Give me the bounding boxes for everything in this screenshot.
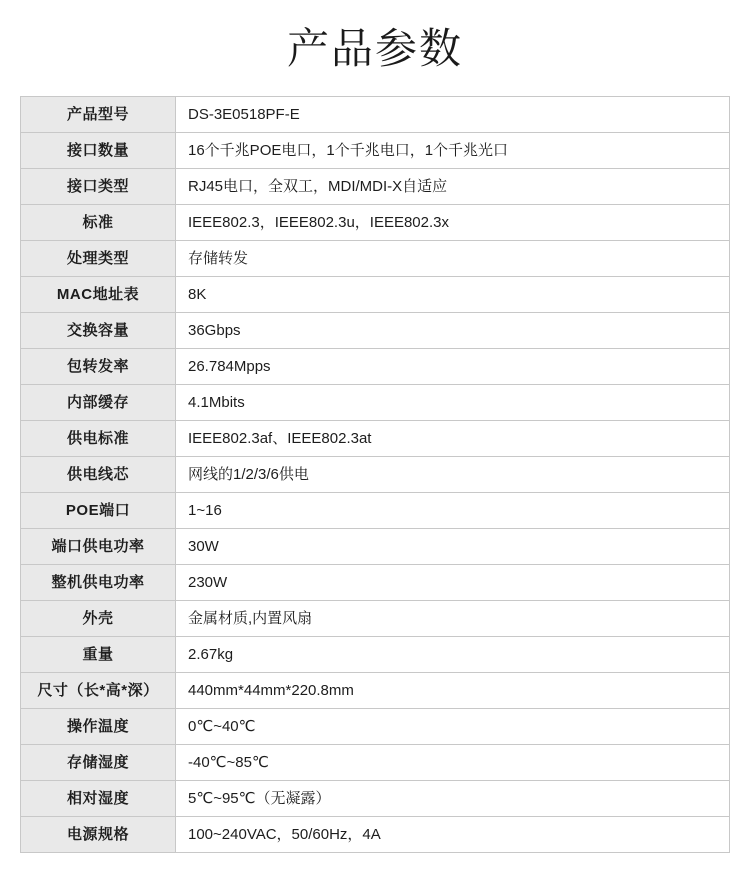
table-row [21,385,730,421]
spec-value: -40℃~85℃ [176,745,730,781]
spec-table-body [21,97,730,853]
spec-value: 0℃~40℃ [176,709,730,745]
spec-label: 供电线芯 [21,457,176,493]
spec-label: 存储湿度 [21,745,176,781]
table-row [21,277,730,313]
table-row [21,601,730,637]
spec-label: POE端口 [21,493,176,529]
spec-value: 440mm*44mm*220.8mm [176,673,730,709]
table-row [21,349,730,385]
spec-label: 外壳 [21,601,176,637]
table-row [21,529,730,565]
table-row [21,709,730,745]
table-row [21,169,730,205]
table-row [21,781,730,817]
spec-label: 内部缓存 [21,385,176,421]
page-title: 产品参数 [286,25,463,72]
spec-value: 4.1Mbits [176,385,730,421]
table-row [21,205,730,241]
spec-label: 整机供电功率 [21,565,176,601]
spec-value: 26.784Mpps [176,349,730,385]
spec-label: 电源规格 [21,817,176,853]
spec-value: 金属材质,内置风扇 [176,601,730,637]
table-row [21,493,730,529]
spec-label: 端口供电功率 [21,529,176,565]
spec-label: 尺寸（长*高*深） [21,673,176,709]
spec-label: 处理类型 [21,241,176,277]
table-row [21,313,730,349]
spec-label: 供电标准 [21,421,176,457]
spec-label: 相对湿度 [21,781,176,817]
spec-value: 1~16 [176,493,730,529]
product-spec-table [20,96,730,853]
spec-label: 接口类型 [21,169,176,205]
spec-value: DS-3E0518PF-E [176,97,730,133]
table-row [21,745,730,781]
table-row [21,133,730,169]
table-row [21,565,730,601]
spec-value: 16个千兆POE电口，1个千兆电口，1个千兆光口 [176,133,730,169]
spec-label: 操作温度 [21,709,176,745]
spec-label: MAC地址表 [21,277,176,313]
spec-label: 交换容量 [21,313,176,349]
spec-value: 30W [176,529,730,565]
spec-value: 5℃~95℃（无凝露） [176,781,730,817]
spec-label: 产品型号 [21,97,176,133]
spec-value: 2.67kg [176,637,730,673]
table-row [21,421,730,457]
spec-label: 标准 [21,205,176,241]
spec-value: 8K [176,277,730,313]
table-row [21,457,730,493]
spec-label: 接口数量 [21,133,176,169]
table-row [21,817,730,853]
table-row [21,97,730,133]
spec-value: 存储转发 [176,241,730,277]
spec-value: 网线的1/2/3/6供电 [176,457,730,493]
spec-value: RJ45电口，全双工，MDI/MDI-X自适应 [176,169,730,205]
table-row [21,241,730,277]
spec-value: IEEE802.3，IEEE802.3u，IEEE802.3x [176,205,730,241]
table-row [21,673,730,709]
spec-label: 重量 [21,637,176,673]
table-row [21,637,730,673]
spec-value: 100~240VAC，50/60Hz，4A [176,817,730,853]
spec-value: 230W [176,565,730,601]
spec-label: 包转发率 [21,349,176,385]
spec-value: IEEE802.3af、IEEE802.3at [176,421,730,457]
spec-value: 36Gbps [176,313,730,349]
